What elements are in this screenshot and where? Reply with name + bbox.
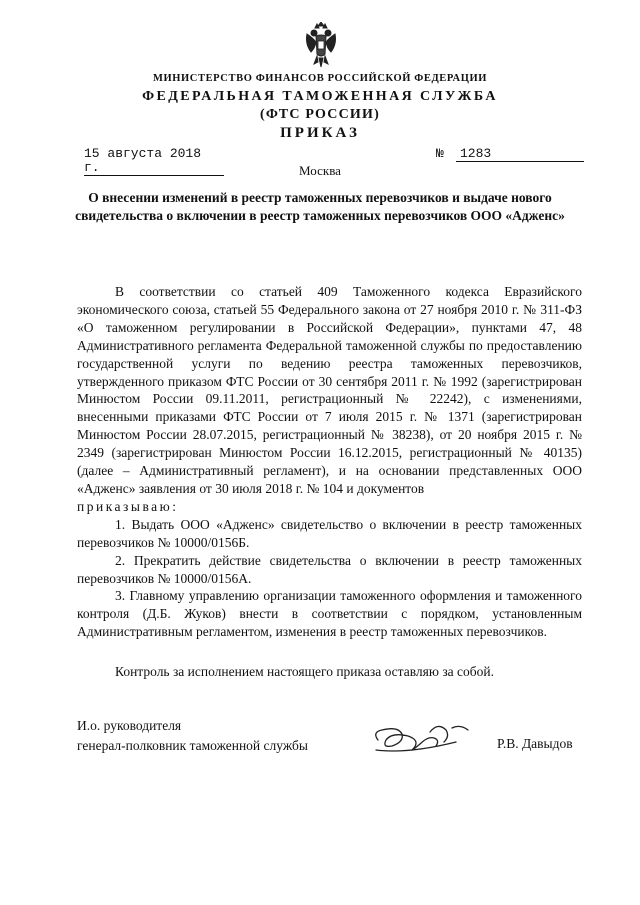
service-abbreviation: (ФТС РОССИИ) xyxy=(260,107,380,122)
order-word: приказываю: xyxy=(77,498,179,514)
double-headed-eagle-emblem-icon xyxy=(303,22,339,68)
signatory-role-line-2: генерал-полковник таможенной службы xyxy=(77,738,308,753)
control-clause: Контроль за исполнением настоящего приказа оставляю за собой. xyxy=(115,664,494,679)
preamble-paragraph: В соответствии со статьей 409 Таможенного кодекса Евразийского экономического союза, статьей 55 Федерального закона от 27 ноября 2010 г. № 311-ФЗ «О таможенном регулировании в Российской Федерации», пунктами 47, 48 Административного регламента Федеральной таможенной службы по предоставлению государственной услуги по ведению реестра таможенных перевозчиков, утвержденного приказом ФТС России от 30 сентября 2011 г. № 1992 (зарегистрирован Минюстом России 09.11.2011, регистрационный № 22242), с изменениями, внесенными приказами ФТС России от 7 июля 2015 г. № 1371 (зарегистрирован Минюстом России 28.07.2015, регистрационный № 38238), от 20 ноября 2015 г. № 2349 (зарегистрирован Минюстом России 16.12.2015, регистрационный № 40135) (далее – Административный регламент), и на основании представленных ООО «Адженс» заявления от 30 июля 2018 г. № 104 и документов xyxy=(77,284,582,496)
document-type: ПРИКАЗ xyxy=(280,125,360,141)
order-item-2: 2. Прекратить действие свидетельства о включении в реестр таможенных перевозчиков № 10000/0156А. xyxy=(77,552,582,586)
document-title: О внесении изменений в реестр таможенных перевозчиков и выдаче нового свидетельства о включении в реестр таможенных перевозчиков ООО «Адженс» xyxy=(75,190,565,223)
ministry-name: МИНИСТЕРСТВО ФИНАНСОВ РОССИЙСКОЙ ФЕДЕРАЦИИ xyxy=(152,73,488,84)
order-date: 15 августа 2018 г. xyxy=(84,147,224,176)
signatory-name: Р.В. Давыдов xyxy=(497,736,573,751)
number-sign: № xyxy=(436,146,444,161)
signatory-role-line-1: И.о. руководителя xyxy=(77,718,182,733)
order-item-3: 3. Главному управлению организации таможенного оформления и таможенного контроля (Д.Б. Жуков) внести в соответствии с порядком, установленным Административным регламентом, изменения в реестр таможенных перевозчиков. xyxy=(77,588,582,640)
handwritten-signature-icon xyxy=(368,718,488,758)
order-number-value: 1283 xyxy=(456,147,584,162)
order-item-1: 1. Выдать ООО «Адженс» свидетельство о включении в реестр таможенных перевозчиков № 10000/0156Б. xyxy=(77,516,582,550)
order-number xyxy=(436,147,584,162)
city: Москва xyxy=(299,163,341,178)
document-body xyxy=(77,283,582,641)
service-name: ФЕДЕРАЛЬНАЯ ТАМОЖЕННАЯ СЛУЖБА xyxy=(142,89,498,104)
signatory-role xyxy=(77,716,308,756)
